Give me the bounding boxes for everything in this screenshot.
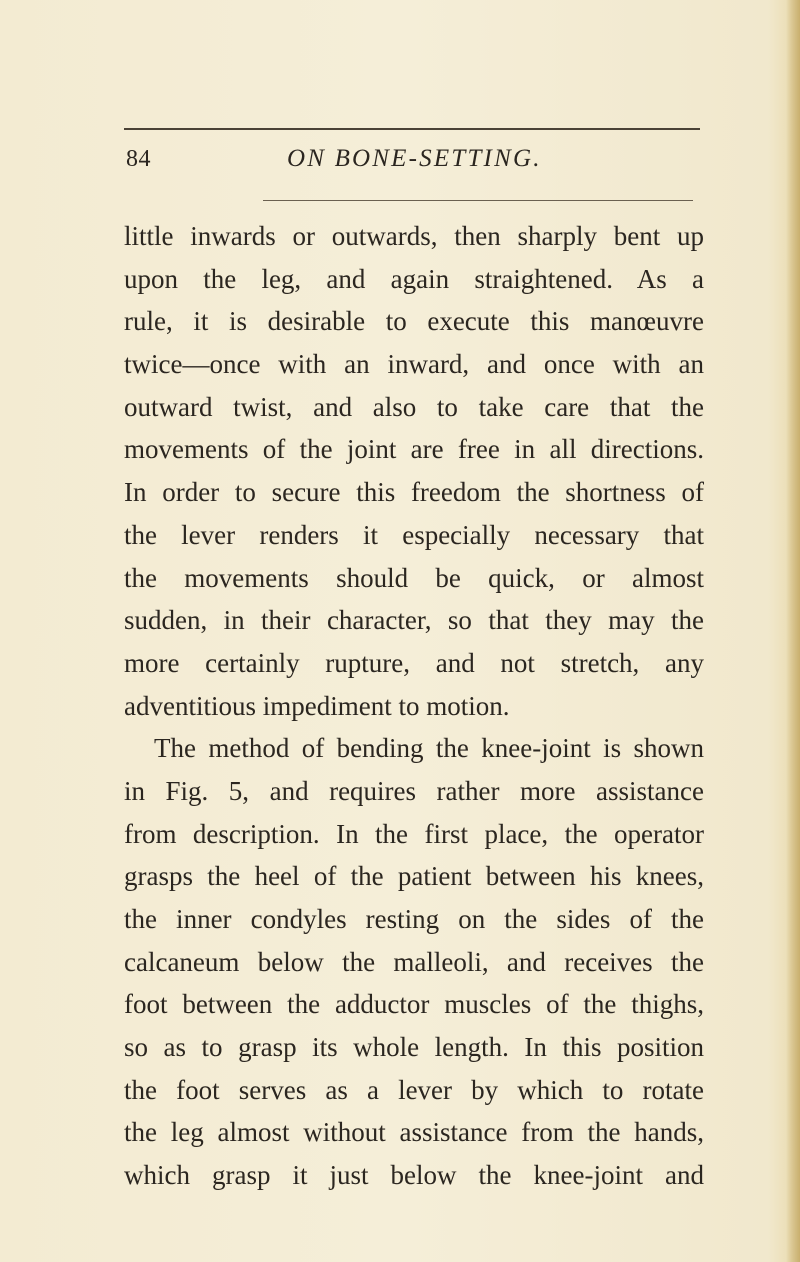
page-edge-shading — [786, 0, 800, 1262]
text-line-7: In order to secure this freedom the shortness of — [124, 477, 704, 508]
text-line-3: rule, it is desirable to execute this manœuvre — [124, 306, 704, 337]
text-line-1: little inwards or outwards, then sharply bent up — [124, 221, 704, 251]
text-line-23: which grasp it just below the knee-joint and — [124, 1160, 704, 1191]
text-line-10: sudden, in their character, so that they may the — [124, 605, 704, 636]
text-line-17: the inner condyles resting on the sides of the — [124, 904, 704, 934]
text-line-12: adventitious impediment to motion. — [124, 690, 510, 721]
text-line-20: so as to grasp its whole length. In this position — [124, 1032, 704, 1063]
text-line-14: in Fig. 5, and requires rather more assistance — [124, 775, 704, 806]
text-line-4: twice—once with an inward, and once with an — [124, 349, 704, 380]
text-line-11: more certainly rupture, and not stretch, any — [124, 647, 704, 678]
text-line-21: the foot serves as a lever by which to rotate — [124, 1074, 704, 1105]
text-line-13: The method of bending the knee-joint is shown — [154, 733, 704, 764]
text-line-8: the lever renders it especially necessary that — [124, 519, 704, 550]
text-line-18: calcaneum below the malleoli, and receives the — [124, 946, 704, 977]
header-bottom-rule — [263, 200, 693, 201]
running-head: ON BONE-SETTING. — [287, 145, 542, 172]
text-line-2: upon the leg, and again straightened. As a — [124, 263, 704, 294]
text-line-22: the leg almost without assistance from the hands, — [124, 1117, 704, 1148]
page-number: 84 — [126, 146, 151, 172]
body-text — [124, 215, 704, 1197]
text-line-19: foot between the adductor muscles of the thighs, — [124, 989, 704, 1020]
text-line-5: outward twist, and also to take care that the — [124, 391, 704, 422]
text-line-16: grasps the heel of the patient between his knees, — [124, 861, 704, 892]
text-line-15: from description. In the first place, the operator — [124, 818, 704, 849]
text-line-6: movements of the joint are free in all directions. — [124, 434, 704, 465]
text-line-9: the movements should be quick, or almost — [124, 562, 704, 593]
header-top-rule — [124, 128, 700, 130]
